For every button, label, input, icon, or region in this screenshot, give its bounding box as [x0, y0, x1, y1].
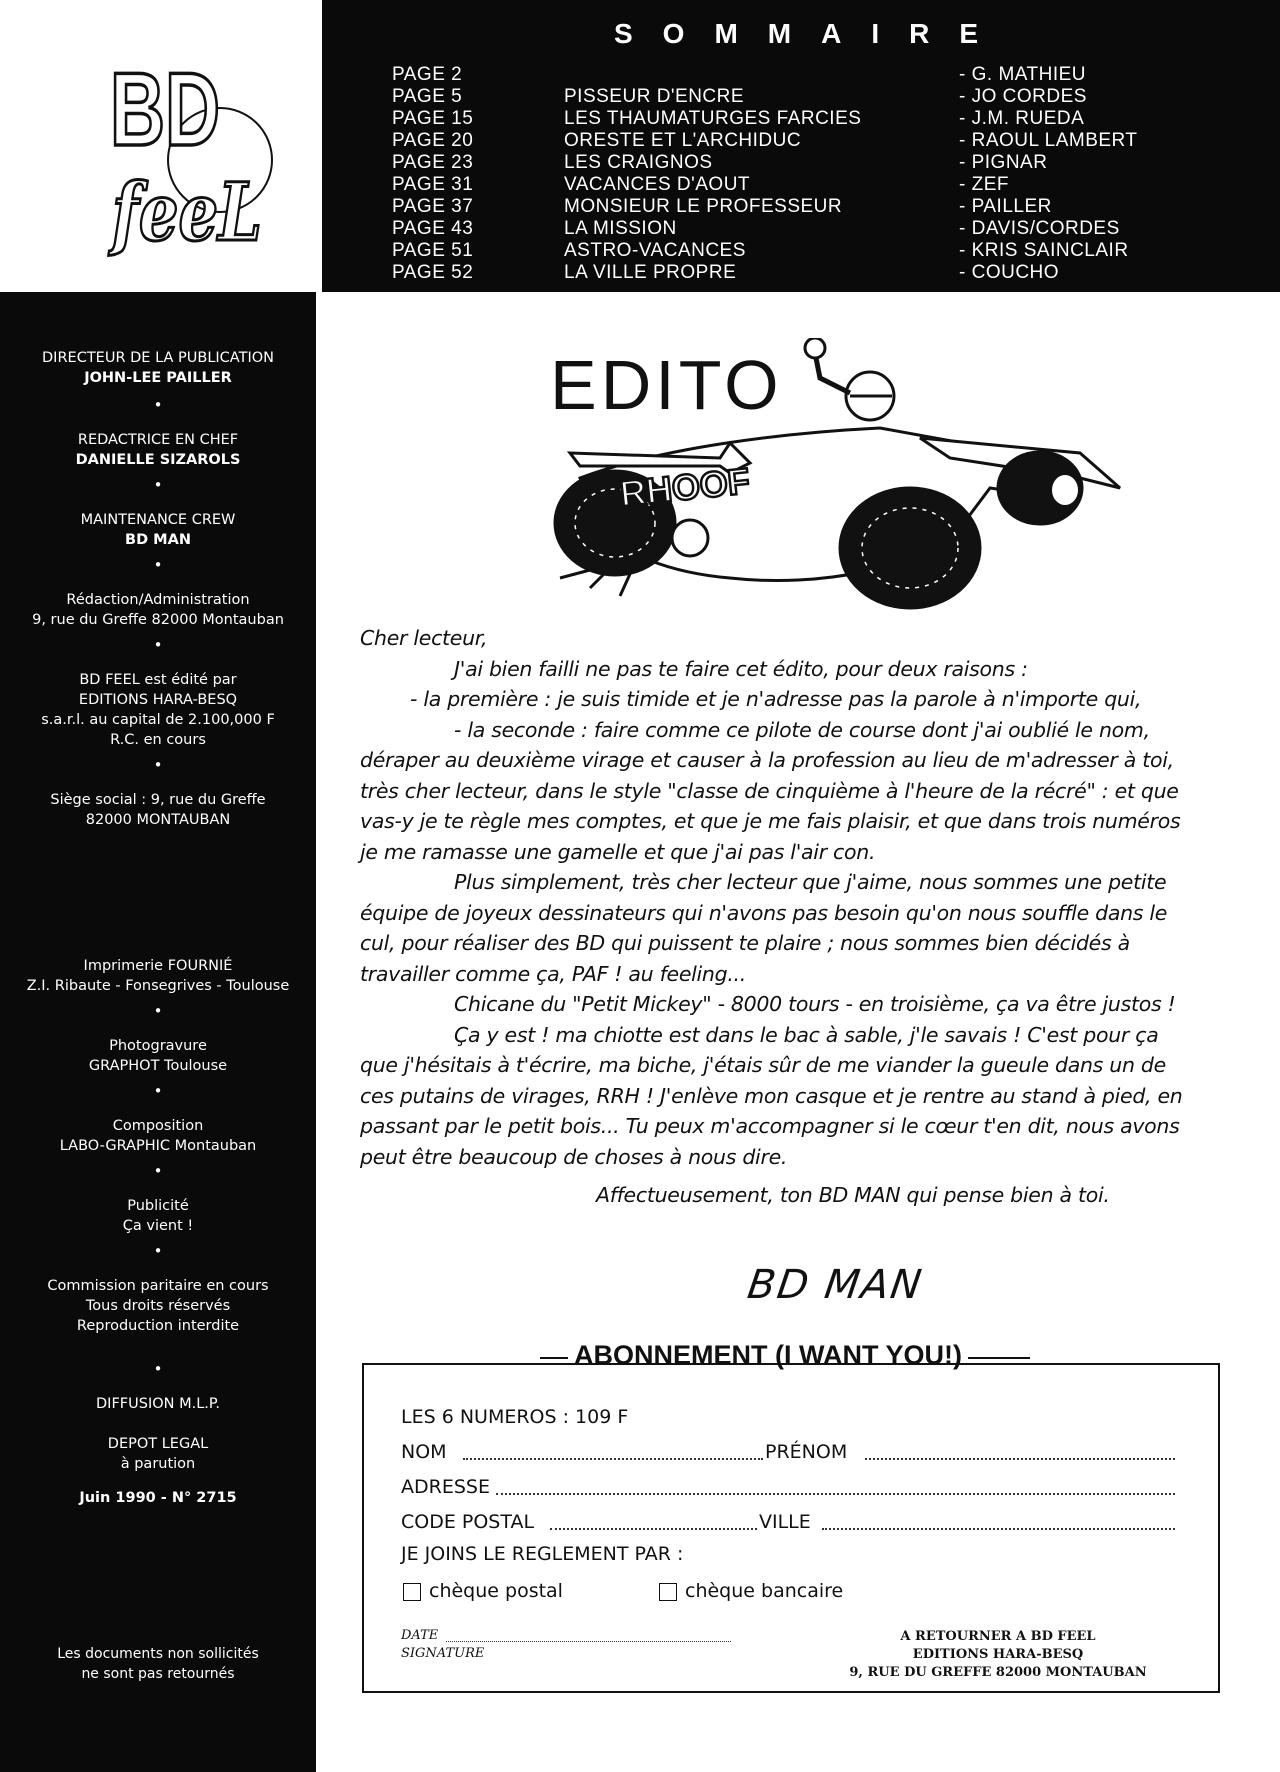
credit-publicite	[0, 1196, 316, 1236]
reglement-label: JE JOINS LE REGLEMENT PAR :	[401, 1543, 684, 1565]
siege-line: Siège social : 9, rue du Greffe	[50, 792, 266, 808]
letter-paragraph: J'ai bien failli ne pas te faire cet édito, pour deux raisons :	[454, 656, 1028, 681]
credit-photogravure	[0, 1036, 316, 1076]
imprimerie-address: Z.I. Ribaute - Fonsegrives - Toulouse	[26, 978, 290, 994]
photogravure-name: GRAPHOT Toulouse	[88, 1058, 228, 1074]
bd-feel-logo	[0, 0, 322, 292]
credit-maintenance	[0, 510, 316, 550]
separator-bullet: •	[153, 1082, 163, 1100]
toc-row	[322, 64, 1280, 86]
composition-name: LABO-GRAPHIC Montauban	[59, 1138, 257, 1154]
toc-row	[322, 218, 1280, 240]
signature-label: SIGNATURE	[401, 1646, 485, 1661]
ville-input[interactable]	[822, 1528, 1175, 1530]
sommaire-panel	[322, 0, 1280, 292]
toc-page: PAGE 23	[392, 152, 474, 173]
return-address	[838, 1628, 1158, 1682]
credit-imprimerie	[0, 956, 316, 996]
abonnement-title: ABONNEMENT (I WANT YOU!)	[568, 1340, 968, 1371]
redaction-address: 9, rue du Greffe 82000 Montauban	[32, 612, 284, 628]
editeur-capital: s.a.r.l. au capital de 2.100,000 F	[41, 712, 275, 728]
toc-title: VACANCES D'AOUT	[564, 174, 751, 195]
separator-bullet: •	[153, 756, 163, 774]
toc-row	[322, 108, 1280, 130]
toc-row	[322, 130, 1280, 152]
credit-directeur	[0, 348, 316, 388]
toc-title: LA VILLE PROPRE	[564, 262, 737, 283]
letter-closing: Affectueusement, ton BD MAN qui pense bien à toi.	[596, 1183, 1110, 1207]
editeur-rc: R.C. en cours	[110, 732, 206, 748]
separator-bullet: •	[153, 476, 163, 494]
toc-page: PAGE 20	[392, 130, 474, 151]
toc-author: - RAOUL LAMBERT	[959, 130, 1138, 151]
depot-value: à parution	[120, 1456, 196, 1472]
letter-paragraph: Chicane du "Petit Mickey" - 8000 tours - en troisième, ça va être justos !	[454, 992, 1176, 1016]
separator-bullet: •	[153, 396, 163, 414]
nom-input[interactable]	[463, 1458, 763, 1460]
date-label: DATE	[401, 1628, 439, 1643]
bd-feel-logo-graphic	[0, 0, 322, 292]
toc-page: PAGE 5	[392, 86, 463, 107]
redactrice-name: DANIELLE SIZAROLS	[75, 452, 241, 468]
publicite-value: Ça vient !	[122, 1218, 194, 1234]
separator-bullet: •	[153, 636, 163, 654]
credit-diffusion: DIFFUSION M.L.P.	[96, 1396, 220, 1412]
adresse-input[interactable]	[496, 1493, 1175, 1495]
depot-label: DEPOT LEGAL	[107, 1436, 209, 1452]
footer-line: Les documents non sollicités	[57, 1646, 259, 1662]
bd-man-signature: BD MAN	[744, 1262, 926, 1308]
date-input[interactable]	[446, 1641, 731, 1642]
maintenance-label: MAINTENANCE CREW	[80, 512, 236, 528]
editeur-name: EDITIONS HARA-BESQ	[78, 692, 238, 708]
credit-siege	[0, 790, 316, 830]
credits-column	[0, 292, 316, 1772]
logo-bd-text: BD	[110, 52, 220, 168]
redactrice-label: REDACTRICE EN CHEF	[77, 432, 239, 448]
toc-title: LES CRAIGNOS	[564, 152, 713, 173]
toc-author: - ZEF	[959, 174, 1009, 195]
letter-paragraph: Plus simplement, très cher lecteur que j'aime, nous sommes une petite équipe de joyeux dessinateurs qui n'avons pas besoin qu'on nous souffle dans le cul, pour réaliser des BD qui puissent te plaire ; nous sommes bien décidés à travailler comme ça, PAF ! au feeling...	[360, 870, 1168, 986]
return-line: EDITIONS HARA-BESQ	[912, 1647, 1084, 1662]
editeur-line: BD FEEL est édité par	[79, 672, 237, 688]
edito-letter	[360, 623, 1190, 1211]
directeur-label: DIRECTEUR DE LA PUBLICATION	[42, 350, 274, 366]
toc-row	[322, 196, 1280, 218]
separator-bullet: •	[153, 1002, 163, 1020]
issue-date-number: Juin 1990 - N° 2715	[79, 1490, 237, 1506]
code-postal-label: CODE POSTAL	[401, 1511, 535, 1533]
toc-author: - JO CORDES	[959, 86, 1087, 107]
photogravure-label: Photogravure	[109, 1038, 207, 1054]
cheque-bancaire-checkbox[interactable]	[659, 1583, 677, 1601]
toc-author: - DAVIS/CORDES	[959, 218, 1120, 239]
prenom-label: PRÉNOM	[765, 1441, 848, 1463]
separator-bullet: •	[153, 1360, 163, 1378]
reproduction-line: Reproduction interdite	[76, 1318, 240, 1334]
imprimerie-line: Imprimerie FOURNIÉ	[83, 958, 233, 974]
code-postal-input[interactable]	[550, 1528, 757, 1530]
separator-bullet: •	[153, 1242, 163, 1260]
toc-row	[322, 262, 1280, 284]
toc-page: PAGE 37	[392, 196, 474, 217]
toc-page: PAGE 51	[392, 240, 474, 261]
toc-author: - COUCHO	[959, 262, 1060, 283]
credit-editeur	[0, 670, 316, 750]
toc-author: - PAILLER	[959, 196, 1052, 217]
toc-page: PAGE 52	[392, 262, 474, 283]
credit-redactrice	[0, 430, 316, 470]
race-car-illustration	[520, 338, 1140, 628]
cheque-bancaire-label: chèque bancaire	[685, 1580, 844, 1602]
toc-author: - PIGNAR	[959, 152, 1048, 173]
toc-title: ORESTE ET L'ARCHIDUC	[564, 130, 802, 151]
ville-label: VILLE	[759, 1511, 811, 1533]
publicite-label: Publicité	[127, 1198, 189, 1214]
credit-redaction	[0, 590, 316, 630]
toc-author: - KRIS SAINCLAIR	[959, 240, 1129, 261]
footer-line: ne sont pas retournés	[81, 1666, 235, 1682]
separator-bullet: •	[153, 1162, 163, 1180]
toc-title: ASTRO-VACANCES	[564, 240, 746, 261]
letter-paragraph: - la première : je suis timide et je n'adresse pas la parole à n'importe qui,	[410, 687, 1142, 711]
toc-row	[322, 240, 1280, 262]
rights-line: Tous droits réservés	[85, 1298, 231, 1314]
sommaire-title: SOMMAIRE	[614, 18, 1008, 49]
toc-page: PAGE 15	[392, 108, 474, 129]
toc-title: LES THAUMATURGES FARCIES	[564, 108, 862, 129]
toc-author: - G. MATHIEU	[959, 64, 1087, 85]
return-line: A RETOURNER A BD FEEL	[900, 1629, 1096, 1644]
toc-title: PISSEUR D'ENCRE	[564, 86, 745, 107]
issue-info	[0, 1488, 316, 1508]
toc-row	[322, 174, 1280, 196]
siege-city: 82000 MONTAUBAN	[85, 812, 231, 828]
credits-footer	[0, 1644, 316, 1684]
toc-page: PAGE 2	[392, 64, 463, 85]
cheque-postal-label: chèque postal	[429, 1580, 563, 1602]
commission-line: Commission paritaire en cours	[47, 1278, 269, 1294]
cheque-postal-checkbox[interactable]	[403, 1583, 421, 1601]
toc-title: LA MISSION	[564, 218, 677, 239]
toc-author: - J.M. RUEDA	[959, 108, 1085, 129]
directeur-name: JOHN-LEE PAILLER	[84, 370, 232, 386]
toc-page: PAGE 43	[392, 218, 474, 239]
credit-commission	[0, 1276, 316, 1336]
separator-bullet: •	[153, 556, 163, 574]
toc-page: PAGE 31	[392, 174, 474, 195]
adresse-label: ADRESSE	[401, 1476, 490, 1498]
maintenance-name: BD MAN	[125, 532, 191, 548]
car-sound-effect: RHOOF	[618, 459, 752, 515]
return-line: 9, RUE DU GREFFE 82000 MONTAUBAN	[849, 1665, 1147, 1680]
prenom-input[interactable]	[865, 1458, 1175, 1460]
letter-paragraph: Ça y est ! ma chiotte est dans le bac à sable, j'le savais ! C'est pour ça que j'hésitais à t'écrire, ma biche, j'étais sûr de me viander la gueule dans un de ces putains de virages, RRH ! J'enlève mon casque et je rentre au stand à pied, en passant par le petit bois... Tu peux m'accompagner si le cœur t'en dit, nous avons peut être beaucoup de choses à nous dire.	[360, 1022, 1183, 1169]
redaction-line: Rédaction/Administration	[66, 592, 250, 608]
abonnement-price: LES 6 NUMEROS : 109 F	[401, 1406, 629, 1428]
toc-row	[322, 86, 1280, 108]
toc-row	[322, 152, 1280, 174]
logo-feel-text: feeL	[108, 165, 262, 259]
letter-paragraph: - la seconde : faire comme ce pilote de course dont j'ai oublié le nom, déraper au deuxième virage et causer à la profession au lieu de m'adresser à toi, très cher lecteur, dans le style "classe de cinquième à l'heure de la récré" : et que vas-y je te règle mes comptes, et que je me fais plaisir, et que dans trois numéros je me ramasse une gamelle et que j'ai pas l'air con.	[360, 717, 1181, 864]
credit-depot	[0, 1434, 316, 1474]
credit-composition	[0, 1116, 316, 1156]
letter-salutation: Cher lecteur,	[360, 626, 488, 650]
edito-title: EDITO	[550, 346, 783, 424]
toc-title: MONSIEUR LE PROFESSEUR	[564, 196, 843, 217]
nom-label: NOM	[401, 1441, 447, 1463]
composition-label: Composition	[112, 1118, 204, 1134]
